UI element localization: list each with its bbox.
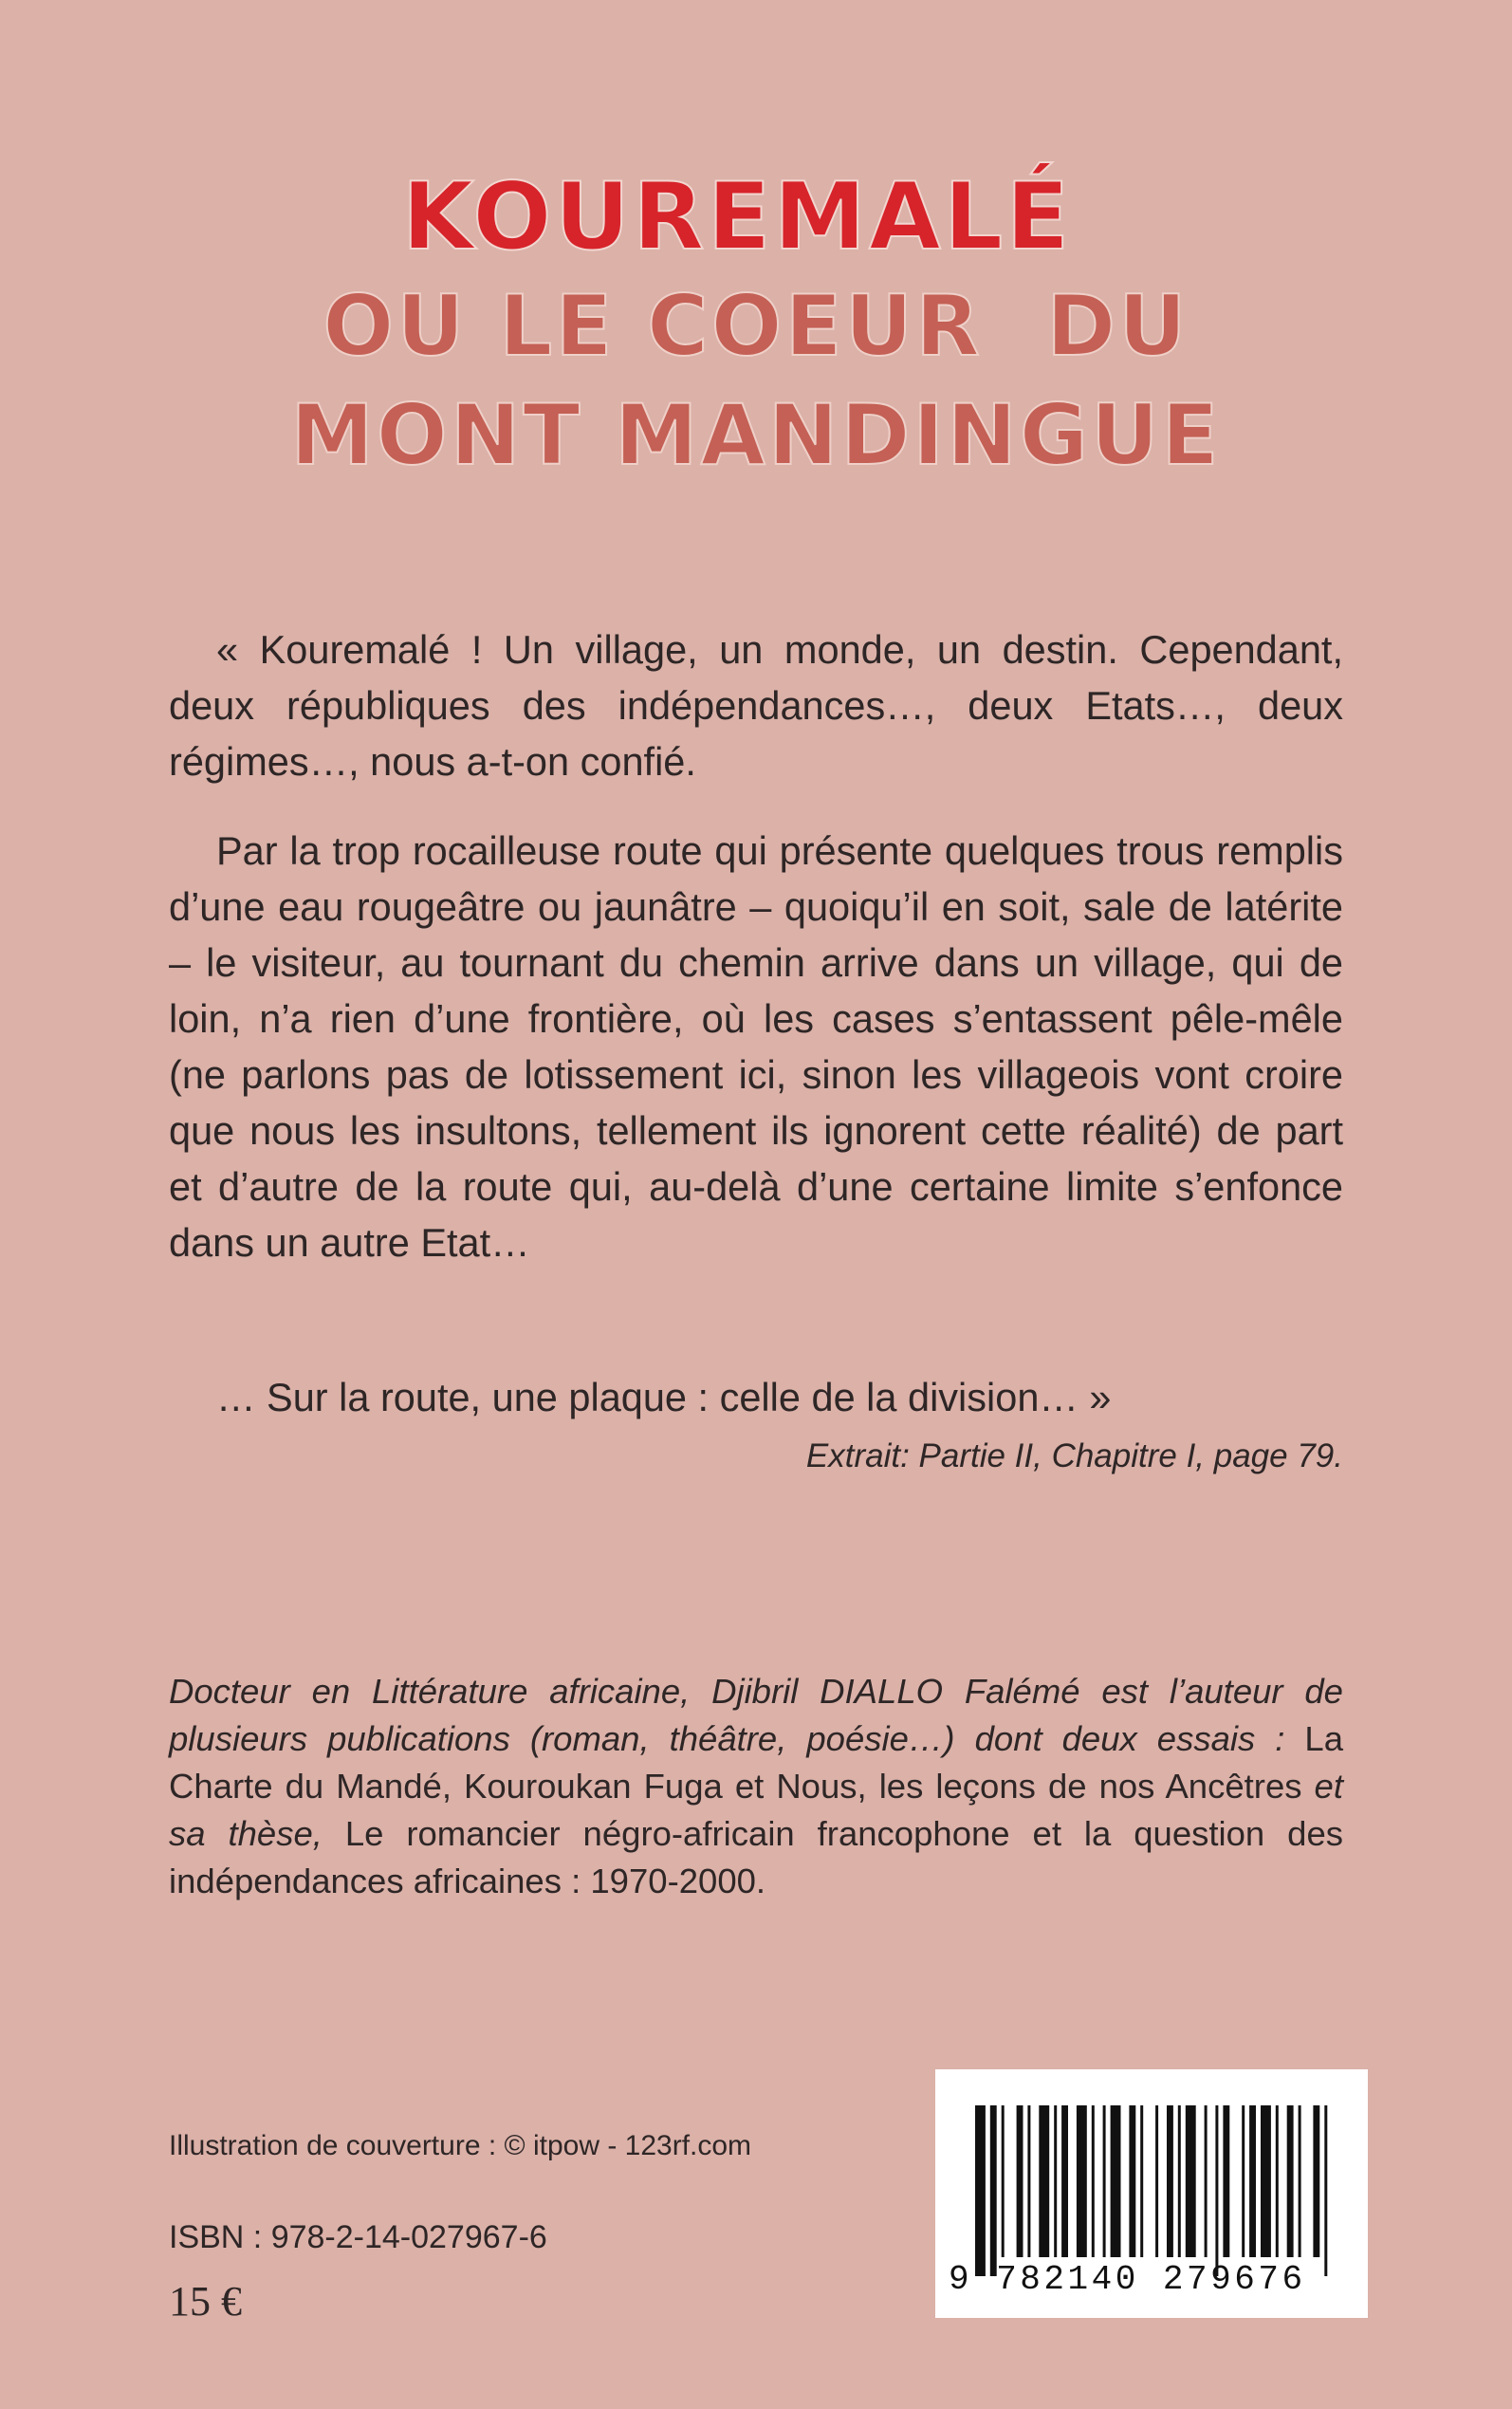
barcode-bar bbox=[1242, 2105, 1245, 2257]
barcode-bar bbox=[1054, 2105, 1057, 2257]
excerpt-paragraph-1: « Kouremalé ! Un village, un monde, un destin. Cependant, deux républiques des indépendances…, deux Etats…, deux régimes…, nous a-t-on confié. bbox=[169, 627, 1343, 784]
barcode-bar bbox=[1215, 2105, 1218, 2276]
barcode-bar bbox=[1077, 2105, 1087, 2257]
price: 15 € bbox=[169, 2278, 242, 2325]
book-title bbox=[0, 163, 1512, 271]
barcode-bar bbox=[1111, 2105, 1121, 2257]
book-subtitle-line-2: MONT MANDINGUE bbox=[290, 386, 1222, 484]
barcode-digits: 9 782140 279676 bbox=[949, 2260, 1306, 2299]
barcode-bar bbox=[1027, 2105, 1030, 2257]
barcode-bar bbox=[1223, 2105, 1229, 2257]
barcode-bar bbox=[1287, 2105, 1294, 2257]
barcode-bar bbox=[1092, 2105, 1095, 2257]
book-title-text: KOUREMALÉ bbox=[401, 163, 1073, 271]
bio-essay-2: Le romancier négro-africain francophone et la question des indépendances africaines : 1970-2000. bbox=[169, 1814, 1343, 1900]
barcode-bar bbox=[1276, 2105, 1279, 2257]
barcode-bar bbox=[1186, 2105, 1196, 2257]
barcode-bar bbox=[1155, 2105, 1158, 2257]
barcode-bar bbox=[1205, 2105, 1208, 2257]
barcode-bar bbox=[1103, 2105, 1106, 2257]
barcode-bar bbox=[1140, 2105, 1143, 2257]
barcode-bar bbox=[1178, 2105, 1181, 2257]
barcode-bar bbox=[990, 2105, 997, 2276]
barcode bbox=[935, 2069, 1368, 2318]
barcode-bar bbox=[1249, 2105, 1256, 2257]
barcode-bar bbox=[1017, 2105, 1023, 2257]
excerpt-paragraph-2: Par la trop rocailleuse route qui présente quelques trous remplis d’une eau rougeâtre ou jaunâtre – quoiqu’il en soit, sale de latérite – le visiteur, au tournant du chemin arrive dans un village, qui de loin, n’a rien d’une frontière, où les cases s’entassent pêle-mêle (ne parlons pas de lotissement ici, sinon les villageois vont croire que nous les insultons, tellement ils ignorent cette réalité) de part et d’autre de la route qui, au-delà d’une certaine limite s’enfonce dans un autre Etat… bbox=[169, 828, 1343, 1265]
isbn: ISBN : 978-2-14-027967-6 bbox=[169, 2219, 547, 2255]
barcode-bar bbox=[1061, 2105, 1068, 2257]
barcode-bar bbox=[1261, 2105, 1271, 2257]
barcode-bar bbox=[1324, 2105, 1327, 2276]
barcode-bar bbox=[1299, 2105, 1301, 2257]
bio-essay-1: La Charte du Mandé, Kouroukan Fuga et Nous, les leçons de nos Ancêtres bbox=[169, 1719, 1343, 1806]
barcode-bar bbox=[1039, 2105, 1049, 2257]
barcode-bar bbox=[1129, 2105, 1135, 2257]
barcode-bar bbox=[1167, 2105, 1173, 2257]
excerpt-attribution: Extrait: Partie II, Chapitre I, page 79. bbox=[805, 1437, 1343, 1474]
author-bio bbox=[169, 1668, 1343, 1905]
barcode-bar bbox=[1002, 2105, 1005, 2257]
book-subtitle-line-1: OU LE COEUR DU bbox=[323, 277, 1189, 375]
barcode-bar bbox=[1313, 2105, 1319, 2257]
excerpt-paragraph-3: … Sur la route, une plaque : celle de la division… » bbox=[216, 1375, 1112, 1419]
bio-intro: Docteur en Littérature africaine, Djibril DIALLO Falémé est l’auteur de plusieurs publications (roman, théâtre, poésie…) dont deux essais : bbox=[169, 1672, 1343, 1758]
bio-connector: et sa thèse, bbox=[169, 1767, 1343, 1853]
illustration-credit: Illustration de couverture : © itpow - 123rf.com bbox=[169, 2130, 752, 2161]
barcode-bar bbox=[975, 2105, 986, 2276]
